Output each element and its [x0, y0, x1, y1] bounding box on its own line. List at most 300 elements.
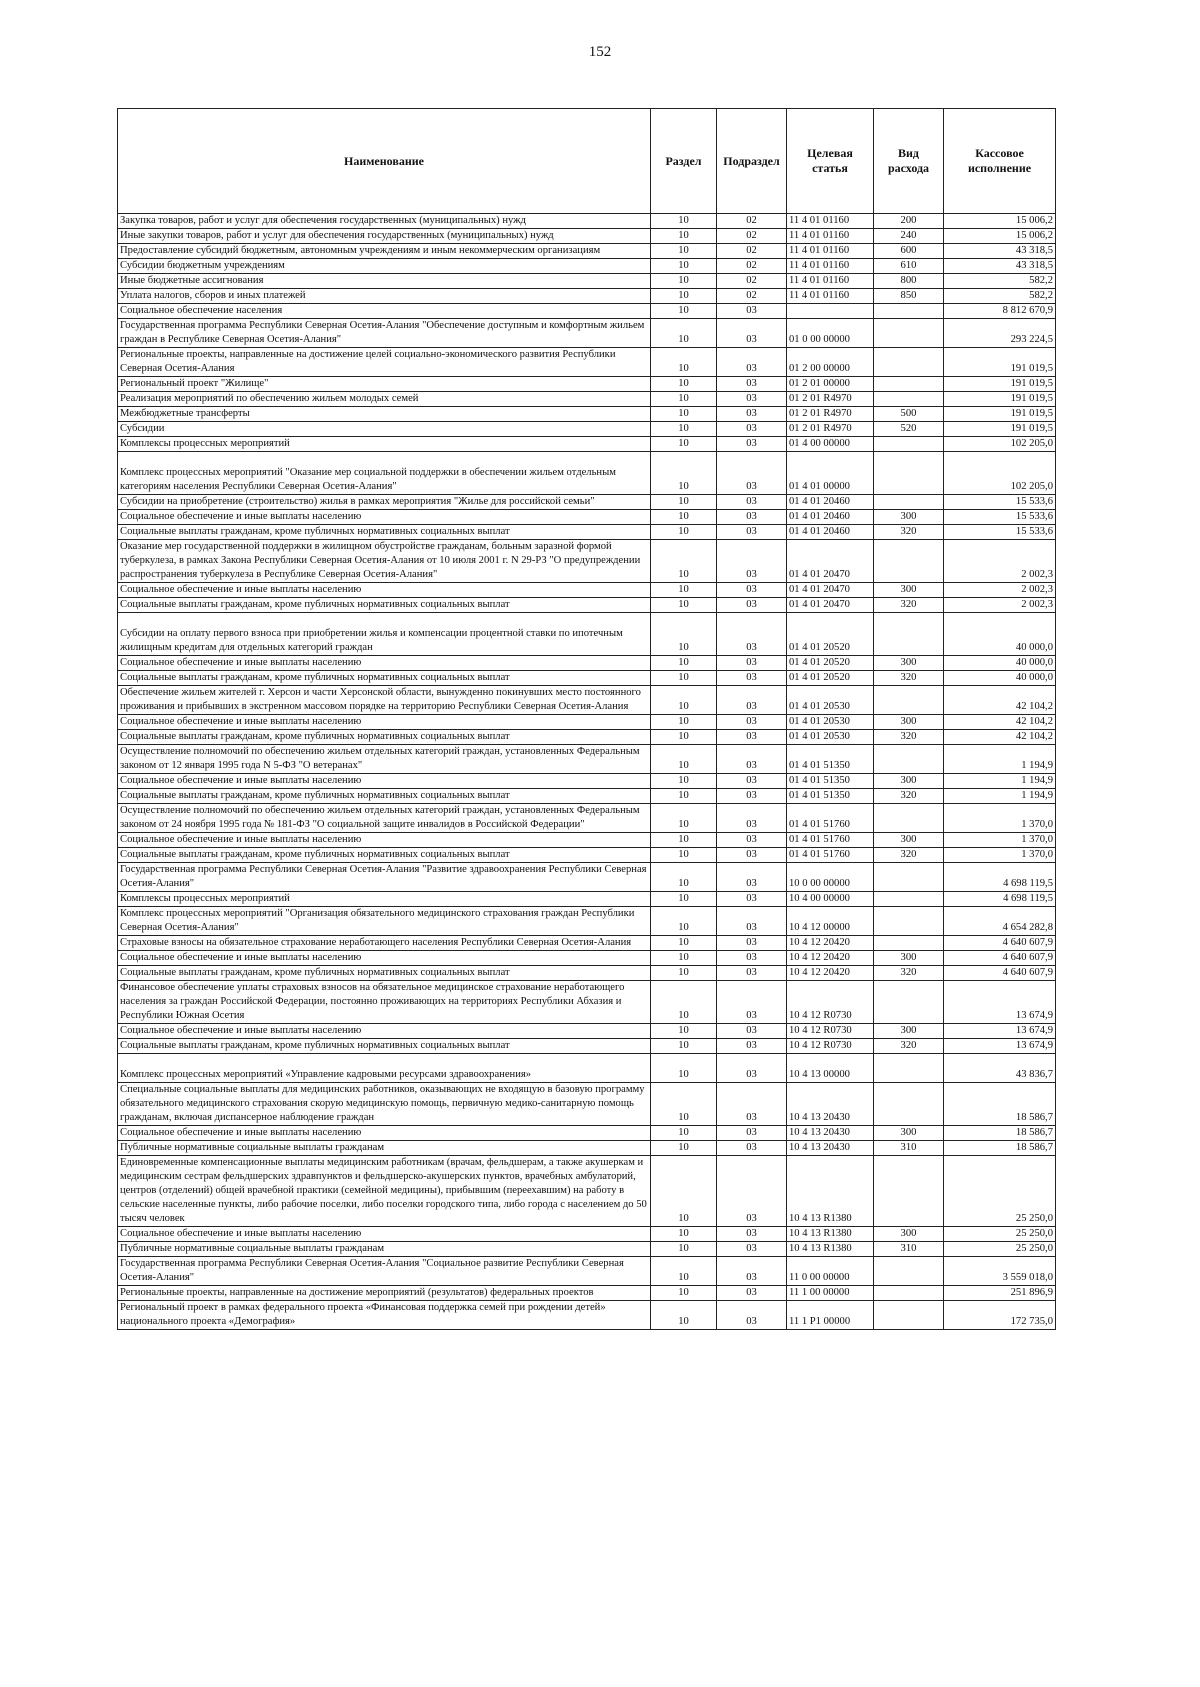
cell-statya: 01 4 01 20530: [787, 715, 874, 730]
table-row: [118, 848, 1056, 863]
cell-vid: [874, 907, 944, 936]
cell-amount: 4 640 607,9: [944, 936, 1056, 951]
cell-name: Субсидии на оплату первого взноса при приобретении жилья и компенсации процентной ставки по ипотечным жилищным кредитам для отдельных категорий граждан: [118, 613, 651, 656]
cell-name: Закупка товаров, работ и услуг для обеспечения государственных (муниципальных) нужд: [118, 214, 651, 229]
table-row: [118, 1024, 1056, 1039]
table-row: [118, 907, 1056, 936]
table-row: [118, 495, 1056, 510]
cell-amount: 582,2: [944, 274, 1056, 289]
cell-statya: 10 4 13 R1380: [787, 1227, 874, 1242]
cell-statya: 01 4 01 51760: [787, 833, 874, 848]
cell-vid: [874, 540, 944, 583]
table-row: [118, 656, 1056, 671]
cell-statya: 10 4 13 20430: [787, 1141, 874, 1156]
table-row: [118, 936, 1056, 951]
table-row: [118, 392, 1056, 407]
cell-podrazdel: 02: [717, 289, 787, 304]
cell-podrazdel: 03: [717, 981, 787, 1024]
cell-amount: 191 019,5: [944, 348, 1056, 377]
cell-podrazdel: 03: [717, 437, 787, 452]
cell-name: Социальное обеспечение и иные выплаты населению: [118, 1024, 651, 1039]
cell-statya: 01 0 00 00000: [787, 319, 874, 348]
cell-amount: 25 250,0: [944, 1227, 1056, 1242]
cell-razdel: 10: [651, 981, 717, 1024]
cell-podrazdel: 02: [717, 229, 787, 244]
table-row: [118, 715, 1056, 730]
cell-podrazdel: 03: [717, 966, 787, 981]
cell-razdel: 10: [651, 1126, 717, 1141]
cell-razdel: 10: [651, 1227, 717, 1242]
cell-name: Социальное обеспечение и иные выплаты населению: [118, 656, 651, 671]
cell-razdel: 10: [651, 656, 717, 671]
table-row: [118, 833, 1056, 848]
cell-podrazdel: 03: [717, 583, 787, 598]
cell-statya: 01 4 00 00000: [787, 437, 874, 452]
cell-razdel: 10: [651, 229, 717, 244]
cell-razdel: 10: [651, 1257, 717, 1286]
cell-statya: 01 4 01 51760: [787, 804, 874, 833]
table-row: [118, 951, 1056, 966]
cell-razdel: 10: [651, 730, 717, 745]
cell-statya: 10 4 13 R1380: [787, 1242, 874, 1257]
cell-amount: 15 533,6: [944, 510, 1056, 525]
table-row: [118, 540, 1056, 583]
cell-amount: 15 006,2: [944, 214, 1056, 229]
cell-name: Публичные нормативные социальные выплаты гражданам: [118, 1141, 651, 1156]
table-row: [118, 671, 1056, 686]
cell-amount: 2 002,3: [944, 540, 1056, 583]
table-row: [118, 407, 1056, 422]
table-row: [118, 598, 1056, 613]
cell-vid: [874, 936, 944, 951]
cell-razdel: 10: [651, 437, 717, 452]
cell-podrazdel: 03: [717, 525, 787, 540]
table-row: [118, 348, 1056, 377]
cell-amount: 251 896,9: [944, 1286, 1056, 1301]
cell-name: Страховые взносы на обязательное страхование неработающего населения Республики Северная Осетия-Алания: [118, 936, 651, 951]
cell-amount: 191 019,5: [944, 377, 1056, 392]
cell-name: Осуществление полномочий по обеспечению жильем отдельных категорий граждан, установленных Федеральным законом от 12 января 1995 года N 5-ФЗ "О ветеранах": [118, 745, 651, 774]
cell-amount: 18 586,7: [944, 1083, 1056, 1126]
cell-statya: 01 4 01 20520: [787, 656, 874, 671]
cell-name: Государственная программа Республики Северная Осетия-Алания "Развитие здравоохранения Республики Северная Осетия-Алания": [118, 863, 651, 892]
cell-amount: 18 586,7: [944, 1141, 1056, 1156]
cell-statya: 11 4 01 01160: [787, 259, 874, 274]
cell-razdel: 10: [651, 598, 717, 613]
cell-razdel: 10: [651, 1301, 717, 1330]
table-row: [118, 981, 1056, 1024]
cell-statya: 11 4 01 01160: [787, 214, 874, 229]
cell-razdel: 10: [651, 671, 717, 686]
cell-razdel: 10: [651, 407, 717, 422]
budget-table: [117, 108, 1056, 1330]
cell-podrazdel: 03: [717, 1301, 787, 1330]
cell-name: Социальные выплаты гражданам, кроме публичных нормативных социальных выплат: [118, 966, 651, 981]
cell-razdel: 10: [651, 892, 717, 907]
cell-razdel: 10: [651, 274, 717, 289]
cell-podrazdel: 03: [717, 1257, 787, 1286]
cell-statya: 10 0 00 00000: [787, 863, 874, 892]
cell-razdel: 10: [651, 804, 717, 833]
cell-amount: 102 205,0: [944, 452, 1056, 495]
cell-statya: 01 2 01 R4970: [787, 392, 874, 407]
cell-amount: 2 002,3: [944, 583, 1056, 598]
table-row: [118, 452, 1056, 495]
cell-statya: 10 4 13 R1380: [787, 1156, 874, 1227]
cell-podrazdel: 03: [717, 598, 787, 613]
cell-razdel: 10: [651, 1054, 717, 1083]
cell-vid: [874, 1301, 944, 1330]
table-row: [118, 686, 1056, 715]
cell-name: Социальное обеспечение и иные выплаты населению: [118, 715, 651, 730]
cell-name: Субсидии на приобретение (строительство) жилья в рамках мероприятия "Жилье для российской семьи": [118, 495, 651, 510]
cell-vid: 300: [874, 1024, 944, 1039]
cell-podrazdel: 02: [717, 244, 787, 259]
cell-podrazdel: 03: [717, 1242, 787, 1257]
cell-amount: 4 654 282,8: [944, 907, 1056, 936]
cell-name: Комплекс процессных мероприятий "Организация обязательного медицинского страхования граждан Республики Северная Осетия-Алания": [118, 907, 651, 936]
cell-name: Региональный проект в рамках федерального проекта «Финансовая поддержка семей при рождении детей» национального проекта «Демография»: [118, 1301, 651, 1330]
table-row: [118, 304, 1056, 319]
cell-podrazdel: 03: [717, 789, 787, 804]
cell-vid: [874, 495, 944, 510]
cell-vid: [874, 892, 944, 907]
cell-amount: 13 674,9: [944, 1039, 1056, 1054]
cell-name: Региональный проект "Жилище": [118, 377, 651, 392]
cell-amount: 191 019,5: [944, 392, 1056, 407]
cell-name: Межбюджетные трансферты: [118, 407, 651, 422]
cell-vid: 320: [874, 598, 944, 613]
col-header-razdel: Раздел: [651, 109, 717, 214]
cell-vid: [874, 377, 944, 392]
cell-statya: 01 2 01 R4970: [787, 407, 874, 422]
cell-statya: 11 1 00 00000: [787, 1286, 874, 1301]
cell-razdel: 10: [651, 377, 717, 392]
cell-statya: 10 4 12 R0730: [787, 1039, 874, 1054]
cell-amount: 1 370,0: [944, 833, 1056, 848]
cell-podrazdel: 03: [717, 495, 787, 510]
cell-amount: 15 533,6: [944, 495, 1056, 510]
cell-vid: 320: [874, 789, 944, 804]
cell-name: Публичные нормативные социальные выплаты гражданам: [118, 1242, 651, 1257]
cell-vid: [874, 1257, 944, 1286]
cell-razdel: 10: [651, 613, 717, 656]
cell-statya: 11 4 01 01160: [787, 244, 874, 259]
table-row: [118, 319, 1056, 348]
cell-vid: 300: [874, 774, 944, 789]
cell-amount: 8 812 670,9: [944, 304, 1056, 319]
cell-podrazdel: 03: [717, 1054, 787, 1083]
cell-podrazdel: 03: [717, 656, 787, 671]
cell-statya: 01 4 01 20530: [787, 730, 874, 745]
cell-vid: [874, 452, 944, 495]
cell-amount: 191 019,5: [944, 407, 1056, 422]
page-number: 152: [588, 44, 612, 60]
cell-name: Социальное обеспечение и иные выплаты населению: [118, 583, 651, 598]
cell-podrazdel: 02: [717, 274, 787, 289]
cell-statya: 01 4 01 51350: [787, 745, 874, 774]
cell-statya: 10 4 12 R0730: [787, 1024, 874, 1039]
table-row: [118, 745, 1056, 774]
cell-name: Социальные выплаты гражданам, кроме публичных нормативных социальных выплат: [118, 1039, 651, 1054]
cell-statya: 10 4 13 20430: [787, 1126, 874, 1141]
cell-podrazdel: 02: [717, 259, 787, 274]
cell-name: Социальные выплаты гражданам, кроме публичных нормативных социальных выплат: [118, 730, 651, 745]
cell-name: Социальное обеспечение и иные выплаты населению: [118, 1126, 651, 1141]
cell-podrazdel: 03: [717, 833, 787, 848]
table-row: [118, 1257, 1056, 1286]
table-row: [118, 377, 1056, 392]
cell-vid: 240: [874, 229, 944, 244]
cell-amount: 18 586,7: [944, 1126, 1056, 1141]
cell-podrazdel: 03: [717, 1126, 787, 1141]
table-row: [118, 244, 1056, 259]
col-header-name: Наименование: [118, 109, 651, 214]
cell-razdel: 10: [651, 319, 717, 348]
cell-name: Социальные выплаты гражданам, кроме публичных нормативных социальных выплат: [118, 525, 651, 540]
cell-statya: 01 4 01 20460: [787, 510, 874, 525]
cell-statya: 11 4 01 01160: [787, 274, 874, 289]
cell-razdel: 10: [651, 525, 717, 540]
cell-vid: 300: [874, 510, 944, 525]
cell-name: Социальное обеспечение и иные выплаты населению: [118, 833, 651, 848]
cell-statya: 10 4 12 00000: [787, 907, 874, 936]
cell-amount: 293 224,5: [944, 319, 1056, 348]
table-row: [118, 613, 1056, 656]
cell-podrazdel: 03: [717, 686, 787, 715]
table-row: [118, 274, 1056, 289]
cell-vid: 310: [874, 1141, 944, 1156]
cell-statya: 10 4 13 00000: [787, 1054, 874, 1083]
table-row: [118, 730, 1056, 745]
cell-statya: 10 4 12 20420: [787, 936, 874, 951]
cell-razdel: 10: [651, 495, 717, 510]
table-row: [118, 789, 1056, 804]
cell-podrazdel: 03: [717, 804, 787, 833]
cell-podrazdel: 03: [717, 1024, 787, 1039]
cell-vid: [874, 392, 944, 407]
cell-statya: 01 4 01 20470: [787, 540, 874, 583]
cell-vid: 310: [874, 1242, 944, 1257]
cell-name: Социальное обеспечение и иные выплаты населению: [118, 951, 651, 966]
table-row: [118, 1126, 1056, 1141]
cell-amount: 25 250,0: [944, 1156, 1056, 1227]
cell-name: Единовременные компенсационные выплаты медицинским работникам (врачам, фельдшерам, а также акушеркам и медицинским сестрам фельдшерских здравпунктов и фельдшерско-акушерских пунктов, врачебных амбулаторий, центров (отделений) общей врачебной практики (семейной медицины), прибывшим (переехавшим) на работу в сельские населенные пункты, либо рабочие поселки, либо поселки городского типа, либо города с населением до 50 тысяч человек: [118, 1156, 651, 1227]
cell-statya: 01 4 01 51350: [787, 789, 874, 804]
cell-podrazdel: 03: [717, 1227, 787, 1242]
cell-vid: 300: [874, 583, 944, 598]
cell-vid: 320: [874, 671, 944, 686]
table-header-row: [118, 109, 1056, 214]
table-row: [118, 1156, 1056, 1227]
cell-name: Уплата налогов, сборов и иных платежей: [118, 289, 651, 304]
cell-vid: [874, 686, 944, 715]
cell-podrazdel: 03: [717, 1286, 787, 1301]
cell-razdel: 10: [651, 951, 717, 966]
cell-vid: 320: [874, 848, 944, 863]
cell-amount: 1 194,9: [944, 789, 1056, 804]
cell-vid: [874, 348, 944, 377]
cell-razdel: 10: [651, 789, 717, 804]
cell-vid: 300: [874, 715, 944, 730]
cell-statya: 11 4 01 01160: [787, 289, 874, 304]
cell-vid: 320: [874, 730, 944, 745]
table-row: [118, 774, 1056, 789]
cell-statya: 01 4 01 20460: [787, 525, 874, 540]
cell-name: Субсидии: [118, 422, 651, 437]
cell-vid: [874, 437, 944, 452]
cell-razdel: 10: [651, 304, 717, 319]
cell-amount: 43 318,5: [944, 244, 1056, 259]
cell-vid: [874, 319, 944, 348]
cell-name: Комплексы процессных мероприятий: [118, 892, 651, 907]
cell-amount: 42 104,2: [944, 686, 1056, 715]
cell-razdel: 10: [651, 966, 717, 981]
cell-vid: [874, 1286, 944, 1301]
cell-podrazdel: 03: [717, 540, 787, 583]
cell-statya: 01 4 01 20470: [787, 583, 874, 598]
cell-razdel: 10: [651, 686, 717, 715]
cell-statya: 01 4 01 51350: [787, 774, 874, 789]
cell-podrazdel: 03: [717, 1141, 787, 1156]
cell-statya: [787, 304, 874, 319]
cell-podrazdel: 03: [717, 422, 787, 437]
cell-statya: 01 4 01 20530: [787, 686, 874, 715]
cell-statya: 11 0 00 00000: [787, 1257, 874, 1286]
cell-amount: 191 019,5: [944, 422, 1056, 437]
cell-statya: 01 4 01 00000: [787, 452, 874, 495]
cell-statya: 10 4 12 20420: [787, 966, 874, 981]
cell-razdel: 10: [651, 833, 717, 848]
cell-vid: [874, 1083, 944, 1126]
table-row: [118, 510, 1056, 525]
cell-statya: 01 2 01 R4970: [787, 422, 874, 437]
cell-vid: 500: [874, 407, 944, 422]
table-row: [118, 1054, 1056, 1083]
cell-amount: 15 006,2: [944, 229, 1056, 244]
cell-name: Реализация мероприятий по обеспечению жильем молодых семей: [118, 392, 651, 407]
cell-name: Обеспечение жильем жителей г. Херсон и части Херсонской области, вынужденно покинувших место постоянного проживания и прибывших в экстренном массовом порядке на территорию Республики Северная Осетия-Алания: [118, 686, 651, 715]
cell-amount: 42 104,2: [944, 715, 1056, 730]
cell-statya: 10 4 12 R0730: [787, 981, 874, 1024]
cell-razdel: 10: [651, 244, 717, 259]
cell-statya: 01 4 01 20520: [787, 671, 874, 686]
cell-amount: 172 735,0: [944, 1301, 1056, 1330]
cell-vid: [874, 981, 944, 1024]
cell-vid: 300: [874, 833, 944, 848]
cell-razdel: 10: [651, 1156, 717, 1227]
cell-name: Иные закупки товаров, работ и услуг для обеспечения государственных (муниципальных) нужд: [118, 229, 651, 244]
cell-vid: [874, 304, 944, 319]
cell-name: Иные бюджетные ассигнования: [118, 274, 651, 289]
cell-vid: 520: [874, 422, 944, 437]
table-row: [118, 1141, 1056, 1156]
cell-vid: 300: [874, 656, 944, 671]
cell-statya: 10 4 13 20430: [787, 1083, 874, 1126]
cell-razdel: 10: [651, 540, 717, 583]
table-row: [118, 289, 1056, 304]
cell-name: Социальное обеспечение и иные выплаты населению: [118, 774, 651, 789]
cell-name: Региональные проекты, направленные на достижение целей социально-экономического развития Республики Северная Осетия-Алания: [118, 348, 651, 377]
table-row: [118, 1242, 1056, 1257]
cell-razdel: 10: [651, 745, 717, 774]
cell-amount: 13 674,9: [944, 1024, 1056, 1039]
table-row: [118, 525, 1056, 540]
cell-statya: 10 4 00 00000: [787, 892, 874, 907]
cell-vid: 320: [874, 966, 944, 981]
cell-podrazdel: 03: [717, 1039, 787, 1054]
cell-statya: 01 4 01 20520: [787, 613, 874, 656]
table-row: [118, 1286, 1056, 1301]
cell-amount: 15 533,6: [944, 525, 1056, 540]
cell-podrazdel: 03: [717, 510, 787, 525]
cell-podrazdel: 03: [717, 1083, 787, 1126]
col-header-statya: Целевая статья: [787, 109, 874, 214]
cell-name: Социальные выплаты гражданам, кроме публичных нормативных социальных выплат: [118, 789, 651, 804]
cell-name: Социальные выплаты гражданам, кроме публичных нормативных социальных выплат: [118, 598, 651, 613]
cell-razdel: 10: [651, 392, 717, 407]
cell-podrazdel: 03: [717, 407, 787, 422]
cell-statya: 01 4 01 20460: [787, 495, 874, 510]
cell-name: Комплекс процессных мероприятий "Оказание мер социальной поддержки в обеспечении жильем отдельным категориям населения Республики Северная Осетия-Алания": [118, 452, 651, 495]
cell-amount: 13 674,9: [944, 981, 1056, 1024]
cell-amount: 40 000,0: [944, 613, 1056, 656]
cell-amount: 1 194,9: [944, 774, 1056, 789]
cell-statya: 01 2 01 00000: [787, 377, 874, 392]
table-row: [118, 1083, 1056, 1126]
cell-name: Социальное обеспечение и иные выплаты населению: [118, 510, 651, 525]
cell-razdel: 10: [651, 848, 717, 863]
table-row: [118, 1227, 1056, 1242]
cell-amount: 3 559 018,0: [944, 1257, 1056, 1286]
cell-vid: 800: [874, 274, 944, 289]
cell-name: Комплекс процессных мероприятий «Управление кадровыми ресурсами здравоохранения»: [118, 1054, 651, 1083]
cell-statya: 10 4 12 20420: [787, 951, 874, 966]
cell-razdel: 10: [651, 936, 717, 951]
cell-amount: 4 640 607,9: [944, 951, 1056, 966]
cell-podrazdel: 02: [717, 214, 787, 229]
cell-podrazdel: 03: [717, 745, 787, 774]
cell-podrazdel: 03: [717, 730, 787, 745]
cell-podrazdel: 03: [717, 951, 787, 966]
cell-statya: 01 2 00 00000: [787, 348, 874, 377]
cell-vid: 850: [874, 289, 944, 304]
cell-podrazdel: 03: [717, 848, 787, 863]
cell-razdel: 10: [651, 715, 717, 730]
cell-razdel: 10: [651, 1141, 717, 1156]
cell-podrazdel: 03: [717, 452, 787, 495]
cell-podrazdel: 03: [717, 613, 787, 656]
cell-vid: 610: [874, 259, 944, 274]
cell-amount: 1 370,0: [944, 804, 1056, 833]
cell-razdel: 10: [651, 583, 717, 598]
cell-amount: 1 194,9: [944, 745, 1056, 774]
cell-razdel: 10: [651, 422, 717, 437]
cell-podrazdel: 03: [717, 319, 787, 348]
cell-podrazdel: 03: [717, 1156, 787, 1227]
cell-name: Региональные проекты, направленные на достижение мероприятий (результатов) федеральных проектов: [118, 1286, 651, 1301]
cell-podrazdel: 03: [717, 892, 787, 907]
cell-name: Государственная программа Республики Северная Осетия-Алания "Обеспечение доступным и комфортным жильем граждан в Республике Северная Осетия-Алания": [118, 319, 651, 348]
cell-podrazdel: 03: [717, 863, 787, 892]
table-row: [118, 583, 1056, 598]
cell-razdel: 10: [651, 1024, 717, 1039]
col-header-amount: Кассовое исполнение: [944, 109, 1056, 214]
cell-podrazdel: 03: [717, 348, 787, 377]
cell-vid: 600: [874, 244, 944, 259]
cell-razdel: 10: [651, 289, 717, 304]
cell-razdel: 10: [651, 1083, 717, 1126]
